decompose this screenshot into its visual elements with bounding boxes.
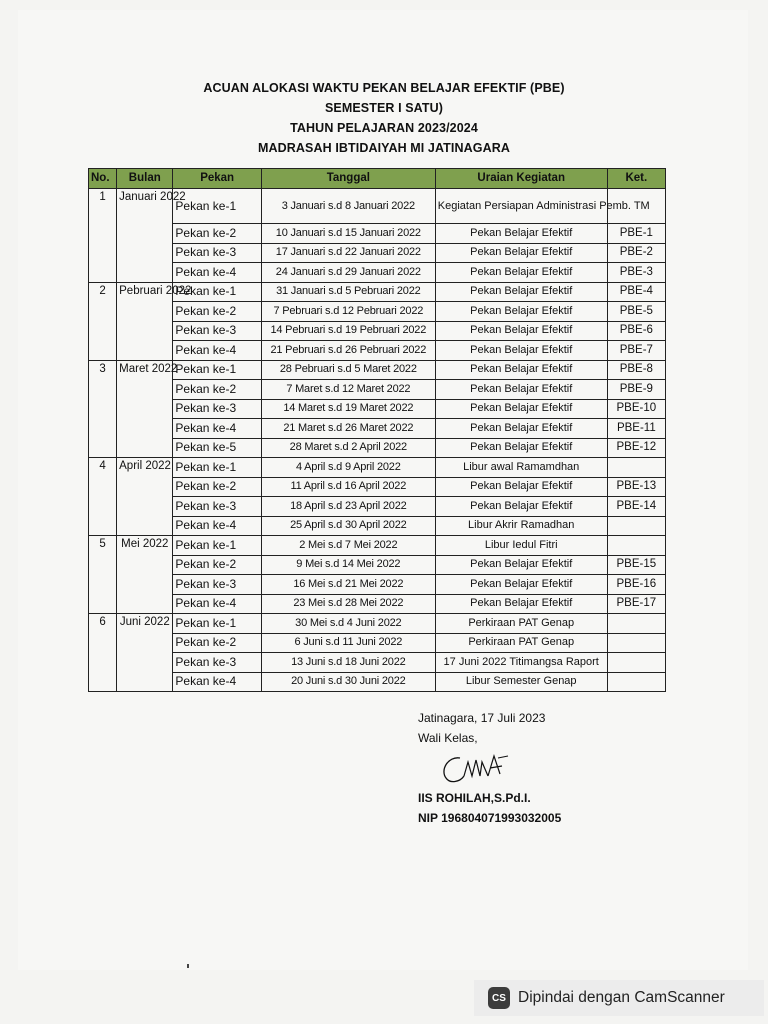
col-header-pekan: Pekan	[173, 169, 261, 189]
cell-no: 2	[89, 282, 117, 360]
table-row	[89, 653, 666, 673]
cell-uraian: Libur Iedul Fitri	[435, 536, 607, 556]
table-row	[89, 380, 666, 400]
cell-pekan: Pekan ke-1	[173, 360, 261, 380]
cell-tanggal: 21 Maret s.d 26 Maret 2022	[261, 419, 435, 439]
cell-tanggal: 2 Mei s.d 7 Mei 2022	[261, 536, 435, 556]
title-line-1: ACUAN ALOKASI WAKTU PEKAN BELAJAR EFEKTIF (PBE)	[203, 81, 565, 95]
cell-ket	[607, 458, 665, 478]
cell-bulan: Maret 2022	[117, 360, 173, 458]
cell-ket: PBE-14	[607, 497, 665, 517]
cell-tanggal: 7 Maret s.d 12 Maret 2022	[261, 380, 435, 400]
table-row	[89, 594, 666, 614]
cell-ket	[607, 614, 665, 634]
cell-ket: PBE-15	[607, 555, 665, 575]
cell-pekan: Pekan ke-4	[173, 341, 261, 361]
title-line-3: TAHUN PELAJARAN 2023/2024	[290, 121, 478, 135]
cell-pekan: Pekan ke-3	[173, 399, 261, 419]
cell-uraian: Perkiraan PAT Genap	[435, 614, 607, 634]
cell-uraian: Pekan Belajar Efektif	[435, 555, 607, 575]
cell-tanggal: 13 Juni s.d 18 Juni 2022	[261, 653, 435, 673]
cell-pekan: Pekan ke-4	[173, 516, 261, 536]
table-row	[89, 224, 666, 244]
handwritten-signature	[438, 748, 528, 788]
col-header-tanggal: Tanggal	[261, 169, 435, 189]
table-row	[89, 614, 666, 634]
col-header-ket: Ket.	[607, 169, 665, 189]
cell-uraian: Pekan Belajar Efektif	[435, 263, 607, 283]
cell-ket: PBE-4	[607, 282, 665, 302]
cell-no: 4	[89, 458, 117, 536]
cell-pekan: Pekan ke-4	[173, 672, 261, 692]
cell-tanggal: 25 April s.d 30 April 2022	[261, 516, 435, 536]
place-date: Jatinagara, 17 Juli 2023	[418, 711, 546, 725]
cell-ket: PBE-9	[607, 380, 665, 400]
cell-ket: PBE-7	[607, 341, 665, 361]
cell-uraian: Pekan Belajar Efektif	[435, 497, 607, 517]
cell-ket	[607, 653, 665, 673]
table-row	[89, 419, 666, 439]
cell-tanggal: 24 Januari s.d 29 Januari 2022	[261, 263, 435, 283]
scan-speck	[187, 964, 189, 968]
table-row	[89, 516, 666, 536]
cell-pekan: Pekan ke-3	[173, 653, 261, 673]
cell-tanggal: 7 Pebruari s.d 12 Pebruari 2022	[261, 302, 435, 322]
cell-pekan: Pekan ke-3	[173, 243, 261, 263]
table-row	[89, 341, 666, 361]
cell-ket: PBE-13	[607, 477, 665, 497]
cell-pekan: Pekan ke-1	[173, 282, 261, 302]
table-header-row	[89, 169, 666, 189]
table-row	[89, 536, 666, 556]
cell-uraian: Pekan Belajar Efektif	[435, 224, 607, 244]
cell-uraian: Pekan Belajar Efektif	[435, 477, 607, 497]
cell-tanggal: 3 Januari s.d 8 Januari 2022	[261, 189, 435, 224]
cell-ket	[607, 516, 665, 536]
cell-uraian: Pekan Belajar Efektif	[435, 341, 607, 361]
cell-pekan: Pekan ke-1	[173, 189, 261, 224]
table-row	[89, 243, 666, 263]
signer-role: Wali Kelas,	[418, 731, 478, 745]
cell-tanggal: 17 Januari s.d 22 Januari 2022	[261, 243, 435, 263]
signature-block	[418, 708, 561, 828]
cell-ket	[607, 633, 665, 653]
table-row	[89, 497, 666, 517]
cell-bulan: Januari 2022	[117, 189, 173, 283]
cell-no: 5	[89, 536, 117, 614]
cell-ket: PBE-3	[607, 263, 665, 283]
cell-uraian: Pekan Belajar Efektif	[435, 360, 607, 380]
table-body	[89, 189, 666, 692]
table-row	[89, 282, 666, 302]
cell-uraian: Pekan Belajar Efektif	[435, 282, 607, 302]
cell-ket: PBE-11	[607, 419, 665, 439]
cell-bulan: Juni 2022	[117, 614, 173, 692]
cell-uraian: Pekan Belajar Efektif	[435, 243, 607, 263]
cell-tanggal: 14 Pebruari s.d 19 Pebruari 2022	[261, 321, 435, 341]
table-row	[89, 321, 666, 341]
table-row	[89, 438, 666, 458]
cell-tanggal: 14 Maret s.d 19 Maret 2022	[261, 399, 435, 419]
cell-uraian: Pekan Belajar Efektif	[435, 594, 607, 614]
cell-tanggal: 4 April s.d 9 April 2022	[261, 458, 435, 478]
cell-uraian: Pekan Belajar Efektif	[435, 321, 607, 341]
cell-no: 6	[89, 614, 117, 692]
table-row	[89, 360, 666, 380]
cell-ket: PBE-8	[607, 360, 665, 380]
cell-pekan: Pekan ke-4	[173, 594, 261, 614]
col-header-bulan: Bulan	[117, 169, 173, 189]
table-row	[89, 477, 666, 497]
cell-pekan: Pekan ke-2	[173, 224, 261, 244]
cell-ket: PBE-5	[607, 302, 665, 322]
cell-tanggal: 9 Mei s.d 14 Mei 2022	[261, 555, 435, 575]
cell-tanggal: 16 Mei s.d 21 Mei 2022	[261, 575, 435, 595]
signer-nip: NIP 196804071993032005	[418, 811, 562, 825]
cell-pekan: Pekan ke-1	[173, 614, 261, 634]
cell-uraian: Pekan Belajar Efektif	[435, 438, 607, 458]
cell-ket: PBE-16	[607, 575, 665, 595]
cell-ket: PBE-10	[607, 399, 665, 419]
table-row	[89, 399, 666, 419]
table-row	[89, 555, 666, 575]
col-header-no: No.	[89, 169, 117, 189]
table-row	[89, 302, 666, 322]
cell-ket	[607, 672, 665, 692]
cell-no: 3	[89, 360, 117, 458]
cell-tanggal: 11 April s.d 16 April 2022	[261, 477, 435, 497]
cell-bulan: Pebruari 2022	[117, 282, 173, 360]
table-row	[89, 633, 666, 653]
cell-pekan: Pekan ke-1	[173, 536, 261, 556]
cell-uraian: Libur awal Ramamdhan	[435, 458, 607, 478]
cell-ket: PBE-2	[607, 243, 665, 263]
cell-pekan: Pekan ke-4	[173, 263, 261, 283]
cell-bulan: Mei 2022	[117, 536, 173, 614]
cell-ket	[607, 536, 665, 556]
cell-pekan: Pekan ke-3	[173, 321, 261, 341]
cell-ket: PBE-6	[607, 321, 665, 341]
cell-pekan: Pekan ke-3	[173, 575, 261, 595]
watermark-text: Dipindai dengan CamScanner	[518, 989, 725, 1006]
title-line-2: SEMESTER I SATU)	[324, 101, 444, 115]
cell-pekan: Pekan ke-2	[173, 302, 261, 322]
title-line-4: MADRASAH IBTIDAIYAH MI JATINAGARA	[258, 141, 510, 155]
cell-tanggal: 23 Mei s.d 28 Mei 2022	[261, 594, 435, 614]
cell-ket: PBE-12	[607, 438, 665, 458]
cell-tanggal: 21 Pebruari s.d 26 Pebruari 2022	[261, 341, 435, 361]
cell-pekan: Pekan ke-2	[173, 477, 261, 497]
camscanner-watermark	[474, 980, 764, 1016]
table-row	[89, 458, 666, 478]
cell-tanggal: 6 Juni s.d 11 Juni 2022	[261, 633, 435, 653]
table-row	[89, 575, 666, 595]
cell-pekan: Pekan ke-3	[173, 497, 261, 517]
cell-uraian: Libur Akrir Ramadhan	[435, 516, 607, 536]
cell-tanggal: 28 Maret s.d 2 April 2022	[261, 438, 435, 458]
cell-pekan: Pekan ke-2	[173, 633, 261, 653]
table-row	[89, 263, 666, 283]
cell-uraian: Pekan Belajar Efektif	[435, 399, 607, 419]
cell-tanggal: 10 Januari s.d 15 Januari 2022	[261, 224, 435, 244]
cell-pekan: Pekan ke-5	[173, 438, 261, 458]
cell-pekan: Pekan ke-2	[173, 380, 261, 400]
cell-uraian: Perkiraan PAT Genap	[435, 633, 607, 653]
cell-uraian: Pekan Belajar Efektif	[435, 419, 607, 439]
cell-ket: PBE-17	[607, 594, 665, 614]
cell-no: 1	[89, 189, 117, 283]
cell-uraian: Pekan Belajar Efektif	[435, 380, 607, 400]
document-title	[0, 78, 768, 158]
cell-uraian: Kegiatan Persiapan Administrasi Pemb. TM	[435, 189, 607, 224]
cell-uraian: 17 Juni 2022 Titimangsa Raport	[435, 653, 607, 673]
cell-pekan: Pekan ke-4	[173, 419, 261, 439]
cell-tanggal: 31 Januari s.d 5 Pebruari 2022	[261, 282, 435, 302]
cell-uraian: Libur Semester Genap	[435, 672, 607, 692]
cell-tanggal: 30 Mei s.d 4 Juni 2022	[261, 614, 435, 634]
cell-uraian: Pekan Belajar Efektif	[435, 302, 607, 322]
schedule-table	[88, 168, 666, 692]
cell-tanggal: 18 April s.d 23 April 2022	[261, 497, 435, 517]
signer-name: IIS ROHILAH,S.Pd.I.	[418, 791, 531, 805]
cell-ket: PBE-1	[607, 224, 665, 244]
cell-uraian: Pekan Belajar Efektif	[435, 575, 607, 595]
cell-pekan: Pekan ke-1	[173, 458, 261, 478]
table-row	[89, 189, 666, 224]
cell-bulan: April 2022	[117, 458, 173, 536]
table-row	[89, 672, 666, 692]
cell-tanggal: 20 Juni s.d 30 Juni 2022	[261, 672, 435, 692]
camscanner-logo-icon: CS	[488, 987, 510, 1009]
col-header-uraian: Uraian Kegiatan	[435, 169, 607, 189]
cell-tanggal: 28 Pebruari s.d 5 Maret 2022	[261, 360, 435, 380]
cell-pekan: Pekan ke-2	[173, 555, 261, 575]
